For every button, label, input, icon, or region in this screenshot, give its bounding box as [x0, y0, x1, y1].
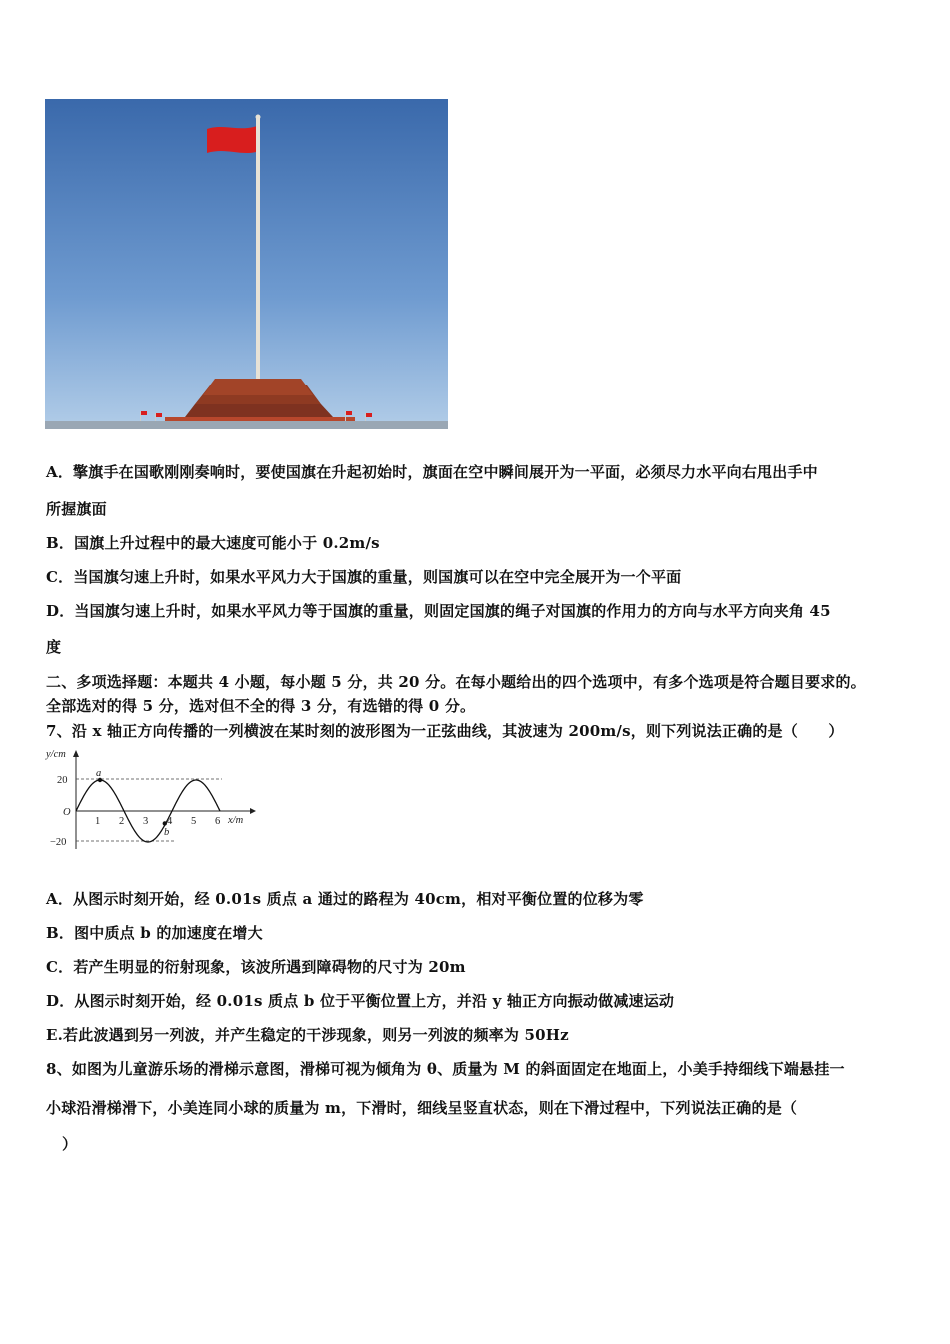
q6-option-b: B．国旗上升过程中的最大速度可能小于 0.2m/s: [46, 534, 380, 552]
y-tick-neg20: −20: [50, 837, 67, 848]
x-tick-6: 6: [215, 816, 221, 827]
flag-pole-photo-icon: [45, 99, 448, 429]
y-axis-label: y/cm: [46, 749, 66, 760]
q6-option-a-line1: A．擎旗手在国歌刚刚奏响时，要使国旗在升起初始时，旗面在空中瞬间展开为一平面，必须尽力水平向右甩出手中: [46, 463, 818, 481]
q7-option-c: C．若产生明显的衍射现象，该波所遇到障碍物的尺寸为 20m: [46, 958, 466, 976]
q8-stem-line3: ）: [62, 1135, 78, 1153]
x-axis-label: x/m: [228, 815, 244, 826]
q6-option-d-line1: D．当国旗匀速上升时，如果水平风力等于国旗的重量，则固定国旗的绳子对国旗的作用力的方向与水平方向夹角 45: [46, 602, 831, 620]
q7-stem: 7、沿 x 轴正方向传播的一列横波在某时刻的波形图为一正弦曲线，其波速为 200m/s，则下列说法正确的是（ ）: [46, 722, 844, 740]
q6-option-d-line2: 度: [46, 638, 62, 656]
q6-option-a-line2: 所握旗面: [46, 500, 107, 518]
q8-stem-line1: 8、如图为儿童游乐场的滑梯示意图，滑梯可视为倾角为 θ、质量为 M 的斜面固定在地面上，小美手持细线下端悬挂一: [46, 1060, 845, 1078]
q6-option-c: C．当国旗匀速上升时，如果水平风力大于国旗的重量，则国旗可以在空中完全展开为一个平面: [46, 568, 682, 586]
point-b-label: b: [164, 827, 170, 838]
wave-graph: [44, 745, 259, 855]
wave-graph-svg: [44, 745, 259, 855]
q7-option-b: B．图中质点 b 的加速度在增大: [46, 924, 263, 942]
q7-option-d: D．从图示时刻开始，经 0.01s 质点 b 位于平衡位置上方，并沿 y 轴正方向振动做减速运动: [46, 992, 675, 1010]
flag-photo: [45, 99, 448, 429]
q7-option-e: E.若此波遇到另一列波，并产生稳定的干涉现象，则另一列波的频率为 50Hz: [46, 1026, 569, 1044]
origin-label: O: [63, 807, 71, 818]
section2-heading-line1: 二、多项选择题：本题共 4 小题，每小题 5 分，共 20 分。在每小题给出的四个选项中，有多个选项是符合题目要求的。: [46, 673, 866, 691]
x-tick-4: 4: [167, 816, 173, 827]
section2-heading-line2: 全部选对的得 5 分，选对但不全的得 3 分，有选错的得 0 分。: [46, 697, 476, 715]
y-tick-20: 20: [57, 775, 68, 786]
x-tick-3: 3: [143, 816, 149, 827]
y-axis-arrow: [73, 750, 79, 757]
x-tick-1: 1: [95, 816, 101, 827]
x-tick-5: 5: [191, 816, 197, 827]
x-axis-arrow: [250, 808, 256, 814]
x-tick-2: 2: [119, 816, 125, 827]
point-a-label: a: [96, 768, 102, 779]
q8-stem-line2: 小球沿滑梯滑下，小美连同小球的质量为 m，下滑时，细线呈竖直状态，则在下滑过程中，下列说法正确的是（: [46, 1099, 798, 1117]
q7-option-a: A．从图示时刻开始，经 0.01s 质点 a 通过的路程为 40cm，相对平衡位置的位移为零: [46, 890, 644, 908]
